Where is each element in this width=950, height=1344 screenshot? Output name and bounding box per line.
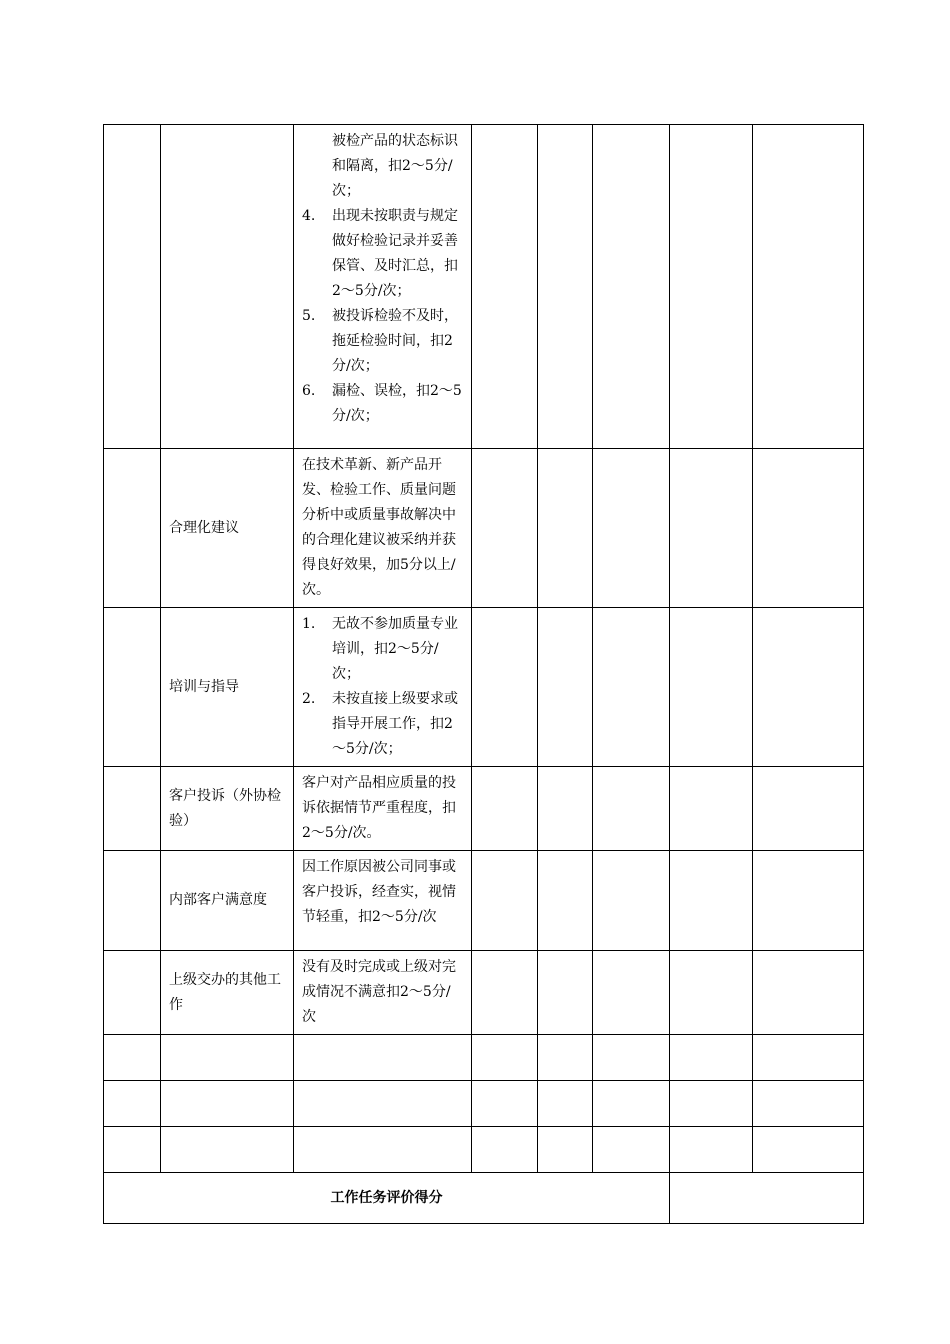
blank-cell[interactable] xyxy=(670,1127,753,1173)
list-number: 4. xyxy=(302,208,316,224)
score-cell[interactable] xyxy=(593,449,670,608)
table-row xyxy=(104,125,864,449)
empty-row xyxy=(104,1035,864,1081)
blank-cell[interactable] xyxy=(161,1127,294,1173)
blank-cell[interactable] xyxy=(538,1081,593,1127)
standard-cell xyxy=(294,951,472,1035)
list-item xyxy=(302,204,463,304)
blank-cell xyxy=(104,125,161,449)
score-cell[interactable] xyxy=(472,608,538,767)
score-cell[interactable] xyxy=(472,125,538,449)
blank-cell[interactable] xyxy=(294,1035,472,1081)
item-cell: 合理化建议 xyxy=(161,449,294,608)
score-cell[interactable] xyxy=(753,125,864,449)
score-cell[interactable] xyxy=(472,449,538,608)
list-item xyxy=(302,687,463,762)
score-cell[interactable] xyxy=(670,449,753,608)
score-cell[interactable] xyxy=(753,608,864,767)
score-cell[interactable] xyxy=(670,767,753,851)
score-cell[interactable] xyxy=(593,851,670,951)
score-cell[interactable] xyxy=(472,851,538,951)
list-text: 被检产品的状态标识和隔离，扣2～5分/次； xyxy=(332,133,458,199)
score-cell[interactable] xyxy=(472,767,538,851)
blank-cell[interactable] xyxy=(294,1081,472,1127)
score-cell[interactable] xyxy=(538,449,593,608)
empty-row xyxy=(104,1081,864,1127)
score-cell[interactable] xyxy=(538,767,593,851)
table-row xyxy=(104,951,864,1035)
list-text: 漏检、误检，扣2～5分/次； xyxy=(332,383,462,424)
score-cell[interactable] xyxy=(472,951,538,1035)
standard-cell xyxy=(294,608,472,767)
blank-cell[interactable] xyxy=(104,1081,161,1127)
score-cell[interactable] xyxy=(670,851,753,951)
blank-cell[interactable] xyxy=(538,1035,593,1081)
standard-list xyxy=(302,612,463,762)
blank-cell[interactable] xyxy=(161,1035,294,1081)
score-cell[interactable] xyxy=(670,608,753,767)
blank-cell[interactable] xyxy=(670,1081,753,1127)
blank-cell[interactable] xyxy=(472,1127,538,1173)
list-number: 5. xyxy=(302,308,316,324)
table-row xyxy=(104,767,864,851)
blank-cell[interactable] xyxy=(593,1035,670,1081)
total-score-cell[interactable] xyxy=(670,1173,864,1224)
blank-cell[interactable] xyxy=(538,1127,593,1173)
score-cell[interactable] xyxy=(538,125,593,449)
standard-cell xyxy=(294,449,472,608)
score-cell[interactable] xyxy=(670,951,753,1035)
list-item xyxy=(302,304,463,379)
score-cell[interactable] xyxy=(753,951,864,1035)
standard-cell xyxy=(294,767,472,851)
item-cell: 客户投诉（外协检验） xyxy=(161,767,294,851)
blank-cell[interactable] xyxy=(753,1035,864,1081)
blank-cell[interactable] xyxy=(670,1035,753,1081)
blank-cell[interactable] xyxy=(753,1081,864,1127)
list-number: 1. xyxy=(302,616,316,632)
standard-list xyxy=(302,129,463,429)
empty-row xyxy=(104,1127,864,1173)
list-item xyxy=(302,612,463,687)
list-item xyxy=(302,129,463,204)
blank-cell[interactable] xyxy=(104,1035,161,1081)
blank-cell xyxy=(104,608,161,767)
item-cell: 上级交办的其他工作 xyxy=(161,951,294,1035)
item-cell xyxy=(161,125,294,449)
score-cell[interactable] xyxy=(753,851,864,951)
list-number: 2. xyxy=(302,691,316,707)
blank-cell xyxy=(104,851,161,951)
standard-text: 没有及时完成或上级对完成情况不满意扣2～5分/次 xyxy=(302,959,456,1025)
score-cell[interactable] xyxy=(593,951,670,1035)
evaluation-table xyxy=(103,124,864,1224)
blank-cell[interactable] xyxy=(472,1035,538,1081)
item-cell: 培训与指导 xyxy=(161,608,294,767)
table-row xyxy=(104,608,864,767)
list-text: 无故不参加质量专业培训，扣2～5分/次； xyxy=(332,616,458,682)
standard-cell xyxy=(294,851,472,951)
score-cell[interactable] xyxy=(593,767,670,851)
score-cell[interactable] xyxy=(753,767,864,851)
list-number: 6. xyxy=(302,383,316,399)
table-row xyxy=(104,851,864,951)
item-cell: 内部客户满意度 xyxy=(161,851,294,951)
blank-cell[interactable] xyxy=(472,1081,538,1127)
blank-cell[interactable] xyxy=(593,1081,670,1127)
score-cell[interactable] xyxy=(670,125,753,449)
score-cell[interactable] xyxy=(753,449,864,608)
blank-cell[interactable] xyxy=(294,1127,472,1173)
standard-text: 因工作原因被公司同事或客户投诉，经查实，视情节轻重，扣2～5分/次 xyxy=(302,859,456,925)
total-row xyxy=(104,1173,864,1224)
score-cell[interactable] xyxy=(593,125,670,449)
standard-text: 客户对产品相应质量的投诉依据情节严重程度，扣2～5分/次。 xyxy=(302,775,456,841)
standard-cell xyxy=(294,125,472,449)
blank-cell[interactable] xyxy=(104,1127,161,1173)
blank-cell xyxy=(104,951,161,1035)
score-cell[interactable] xyxy=(593,608,670,767)
blank-cell[interactable] xyxy=(593,1127,670,1173)
list-text: 未按直接上级要求或指导开展工作，扣2～5分/次； xyxy=(332,691,458,757)
table-row xyxy=(104,449,864,608)
score-cell[interactable] xyxy=(538,951,593,1035)
blank-cell[interactable] xyxy=(753,1127,864,1173)
total-label: 工作任务评价得分 xyxy=(104,1173,670,1224)
list-text: 出现未按职责与规定做好检验记录并妥善保管、及时汇总，扣2～5分/次； xyxy=(332,208,458,299)
blank-cell xyxy=(104,449,161,608)
score-cell[interactable] xyxy=(538,608,593,767)
list-item xyxy=(302,379,463,429)
score-cell[interactable] xyxy=(538,851,593,951)
list-text: 被投诉检验不及时，拖延检验时间，扣2分/次； xyxy=(332,308,458,374)
standard-text: 在技术革新、新产品开发、检验工作、质量问题分析中或质量事故解决中的合理化建议被采纳并获得良好效果，加5分以上/次。 xyxy=(302,457,456,598)
blank-cell xyxy=(104,767,161,851)
list-number xyxy=(302,129,332,204)
blank-cell[interactable] xyxy=(161,1081,294,1127)
